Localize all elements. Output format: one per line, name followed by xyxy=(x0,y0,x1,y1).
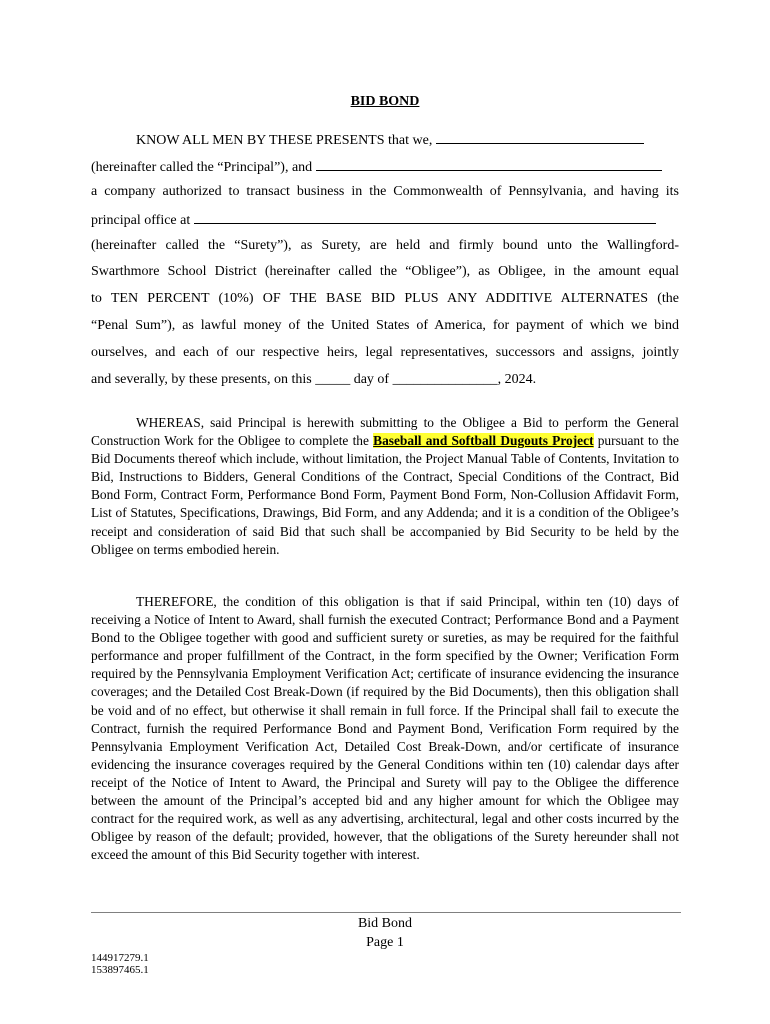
document-title: BID BOND xyxy=(350,94,420,109)
principal-office-blank[interactable] xyxy=(194,211,656,224)
intro-line-9: ourselves, and each of our respective heirs, legal representatives, successors and assigns, jointly xyxy=(91,345,679,360)
intro-line-5: (hereinafter called the “Surety”), as Surety, are held and firmly bound unto the Wallingford- xyxy=(91,238,679,253)
principal-name-blank[interactable] xyxy=(436,131,644,144)
intro-line-6: Swarthmore School District (hereinafter called the “Obligee”), as Obligee, in the amount equal xyxy=(91,264,679,279)
therefore-paragraph: THEREFORE, the condition of this obligation is that if said Principal, within ten (10) days of receiving a Notice of Intent to Award, shall furnish the executed Contract; Performance Bond and a Payment Bond to the Obligee together with good and sufficient surety or sureties, as may be required for the faithful performance and proper fulfillment of the Contract, in the form specified by the Owner; Verification Form required by the Pennsylvania Employment Verification Act; certificate of insurance evidencing the insurance coverages; and the Detailed Cost Break-Down (if required by the Bid Documents), then this obligation shall be void and of no effect, but otherwise it shall remain in full force. If the Principal shall fail to execute the Contract, furnish the required Performance Bond and Payment Bond, Verification Form required by the Pennsylvania Employment Verification Act, Detailed Cost Break-Down, and/or certificate of insurance evidencing the insurance coverages required by the General Conditions within ten (10) calendar days after receipt of the Notice of Intent to Award, the Principal and Surety will pay to the Obligee the difference between the amount of the Principal’s accepted bid and any higher amount for which the Obligee may contract for the required work, as well as any advertising, architectural, legal and other costs incurred by the Obligee by reason of the default; provided, however, that the obligations of the Surety hereunder shall not exceed the amount of this Bid Security together with interest. xyxy=(91,594,679,863)
intro-line-3: a company authorized to transact business in the Commonwealth of Pennsylvania, and having its xyxy=(91,184,679,199)
project-name-highlight: Baseball and Softball Dugouts Project xyxy=(373,433,594,449)
surety-name-blank[interactable] xyxy=(316,158,662,171)
footer-divider xyxy=(91,912,681,913)
intro-line-10: and severally, by these presents, on this _____ day of _______________, 2024. xyxy=(91,372,537,387)
document-number-1: 144917279.1 xyxy=(91,952,149,964)
footer-page-number: Page 1 xyxy=(366,935,404,950)
intro-line-4: principal office at xyxy=(91,211,679,229)
footer-title: Bid Bond xyxy=(357,916,413,931)
intro-line-7: to TEN PERCENT (10%) OF THE BASE BID PLUS ANY ADDITIVE ALTERNATES (the xyxy=(91,291,679,306)
intro-line-2: (hereinafter called the “Principal”), and xyxy=(91,158,679,176)
document-number-2: 153897465.1 xyxy=(91,964,149,976)
intro-line-8: “Penal Sum”), as lawful money of the United States of America, for payment of which we bind xyxy=(91,318,679,333)
intro-line-1: KNOW ALL MEN BY THESE PRESENTS that we, xyxy=(136,131,679,149)
whereas-paragraph: WHEREAS, said Principal is herewith submitting to the Obligee a Bid to perform the General Construction Work for the Obligee to complete the Baseball and Softball Dugouts Project pursuant to the Bid Documents thereof which include, without limitation, the Project Manual Table of Contents, Invitation to Bid, Instructions to Bidders, General Conditions of the Contract, Special Conditions of the Contract, Bid Bond Form, Contract Form, Performance Bond Form, Payment Bond Form, Non-Collusion Affidavit Form, List of Statutes, Specifications, Drawings, Bid Form, and any Addenda; and it is a condition of the Obligee’s receipt and consideration of said Bid that such shall be accompanied by Bid Security to be held by the Obligee on terms embodied herein. xyxy=(91,415,680,557)
